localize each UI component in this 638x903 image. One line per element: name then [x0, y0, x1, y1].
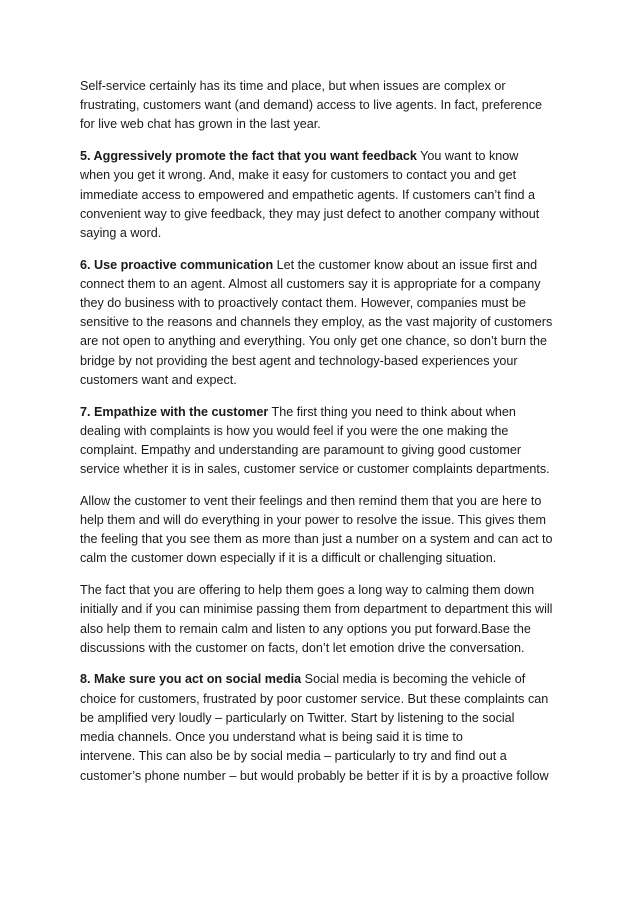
text-line: dealing with complaints is how you would feel if you were the one making the [80, 423, 509, 438]
text-line: be amplified very loudly – particularly on Twitter. Start by listening to the social [80, 710, 515, 725]
tip-8-paragraph [80, 670, 566, 785]
tip-5-paragraph [80, 147, 566, 243]
tip-8-heading: 8. Make sure you act on social media [80, 672, 302, 687]
vent-feelings-paragraph [80, 492, 566, 569]
tip-6-paragraph [80, 256, 566, 390]
tip-8-first-line-text: Social media is becoming the vehicle of [301, 672, 526, 687]
text-line [80, 670, 566, 689]
text-line: complaint. Empathy and understanding are paramount to giving good customer [80, 442, 522, 457]
offering-help-paragraph [80, 581, 566, 658]
text-line: also help them to remain calm and listen to any options you put forward.Base the [80, 621, 531, 636]
tip-5-first-line-text: You want to know [416, 149, 519, 164]
text-line: customers want and expect. [80, 372, 237, 387]
text-line: Self-service certainly has its time and place, but when issues are complex or [80, 79, 506, 93]
document-page [80, 77, 566, 786]
tip-6-first-line-text: Let the customer know about an issue first and [273, 257, 538, 272]
text-line: sensitive to the reasons and channels they employ, as the vast majority of customers [80, 315, 553, 330]
intro-paragraph [80, 77, 566, 135]
tip-6-heading: 6. Use proactive communication [80, 257, 274, 272]
text-line: are not open to anything and everything. You only get one chance, so don’t burn the [80, 334, 548, 349]
text-line [80, 147, 566, 166]
tip-5-heading: 5. Aggressively promote the fact that you want feedback [80, 149, 417, 164]
text-line: Allow the customer to vent their feelings and then remind them that you are here to [80, 493, 542, 508]
text-line: discussions with the customer on facts, don’t let emotion drive the conversation. [80, 640, 525, 655]
text-line: connect them to an agent. Almost all customers say it is appropriate for a company [80, 276, 541, 291]
text-line: saying a word. [80, 225, 162, 240]
text-line: bridge by not providing the best agent and technology-based experiences your [80, 353, 518, 368]
text-line: intervene. This can also be by social media – particularly to try and find out a [80, 749, 507, 764]
text-line: convenient way to give feedback, they may just defect to another company without [80, 206, 540, 221]
text-line: the feeling that you see them as more than just a number on a system and can act to [80, 532, 553, 547]
text-line: calm the customer down especially if it is a difficult or challenging situation. [80, 551, 497, 566]
text-line: they do business with to proactively contact them. However, companies must be [80, 296, 526, 311]
tip-7-heading: 7. Empathize with the customer [80, 404, 269, 419]
tip-7-first-line-text: The first thing you need to think about when [268, 404, 516, 419]
text-line: when you get it wrong. And, make it easy for customers to contact you and get [80, 168, 517, 183]
text-line: help them and will do everything in your power to resolve the issue. This gives them [80, 513, 546, 528]
text-line: immediate access to empowered and empathetic agents. If customers can’t find a [80, 187, 536, 202]
text-line: frustrating, customers want (and demand) access to live agents. In fact, preference [80, 98, 542, 113]
tip-7-paragraph [80, 403, 566, 480]
text-line [80, 403, 566, 422]
text-line: customer’s phone number – but would probably be better if it is by a proactive follow [80, 768, 549, 783]
text-line: initially and if you can minimise passing them from department to department this will [80, 602, 553, 617]
text-line: service whether it is in sales, customer service or customer complaints departments. [80, 462, 550, 477]
text-line: The fact that you are offering to help them goes a long way to calming them down [80, 583, 535, 598]
text-line: choice for customers, frustrated by poor customer service. But these complaints can [80, 691, 549, 706]
text-line: media channels. Once you understand what is being said it is time to [80, 730, 463, 745]
text-line: for live web chat has grown in the last year. [80, 117, 321, 132]
text-line [80, 256, 566, 275]
